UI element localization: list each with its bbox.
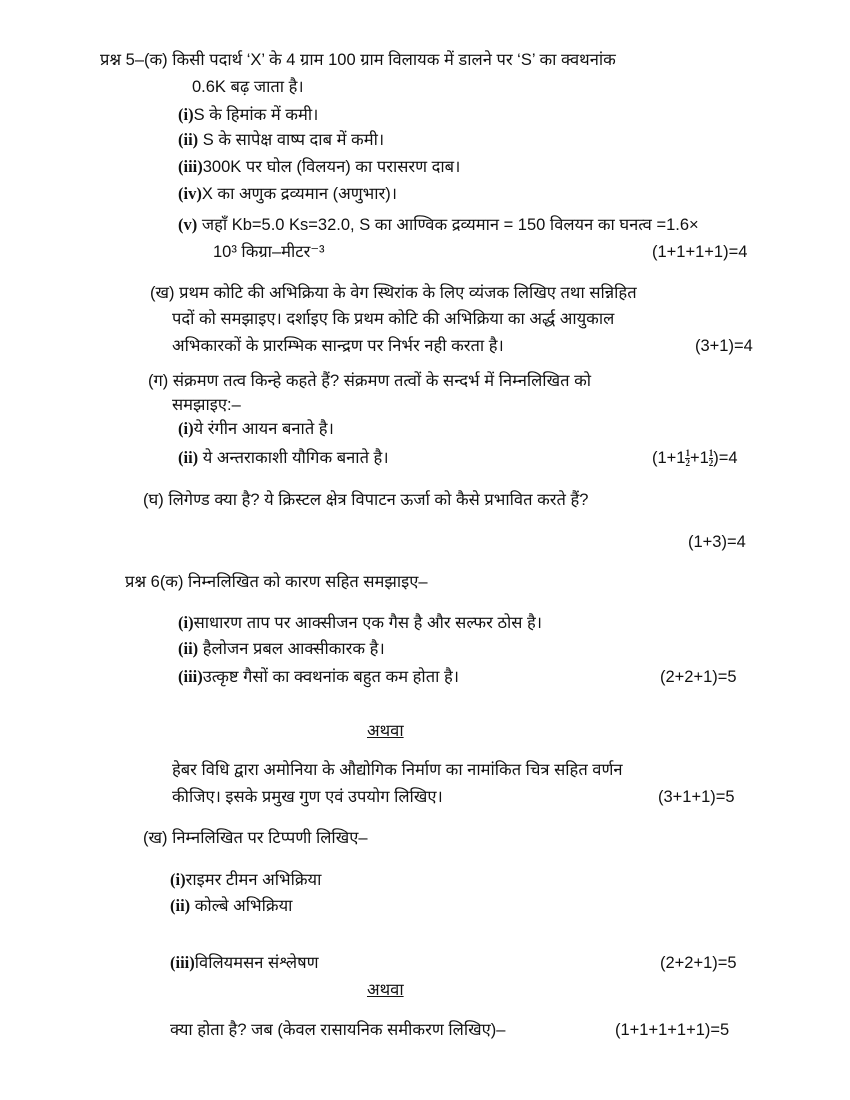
q5-kha-line2: पदों को समझाइए। दर्शाइए कि प्रथम कोटि की अभिक्रिया का अर्द्ध आयुकाल bbox=[172, 310, 615, 328]
item-num: (i) bbox=[178, 105, 194, 124]
q5-kha-line3: अभिकारकों के प्रारम्भिक सान्द्रण पर निर्भर नही करता है। bbox=[172, 337, 504, 355]
item-num: (ii) bbox=[178, 130, 199, 149]
q6-kha-item-2 bbox=[170, 895, 292, 917]
q6-kha-alt: क्या होता है? जब (केवल रासायनिक समीकरण लिखिए)– bbox=[170, 1021, 506, 1039]
q5-ka-item-3 bbox=[178, 156, 460, 178]
item-num: (iii) bbox=[178, 667, 203, 686]
marks-part: (1+1 bbox=[652, 449, 686, 467]
item-text: जहाँ Kb=5.0 Ks=32.0, S का आण्विक द्रव्यमान = 150 विलयन का घनत्व =1.6× bbox=[197, 216, 699, 234]
item-num: (ii) bbox=[178, 639, 199, 658]
q5-ka-marks: (1+1+1+1)=4 bbox=[652, 243, 748, 261]
item-num: (ii) bbox=[178, 448, 199, 467]
item-num: (ii) bbox=[170, 896, 191, 915]
q5-ka-cont: 10³ किग्रा–मीटर⁻³ bbox=[213, 243, 325, 261]
item-text: राइमर टीमन अभिक्रिया bbox=[185, 871, 322, 889]
q6-ka-marks: (2+2+1)=5 bbox=[660, 668, 737, 686]
q6-kha-alt-marks: (1+1+1+1+1)=5 bbox=[615, 1021, 730, 1039]
q6-ka-alt-marks: (3+1+1)=5 bbox=[658, 788, 735, 806]
q5-ga-line2: समझाइए:– bbox=[172, 396, 241, 414]
item-text: कोल्बे अभिक्रिया bbox=[190, 897, 293, 915]
q6-ka-or: अथवा bbox=[367, 722, 404, 740]
item-text: 300K पर घोल (विलयन) का परासरण दाब। bbox=[202, 158, 461, 176]
item-num: (i) bbox=[170, 870, 186, 889]
marks-part: +1 bbox=[689, 449, 709, 467]
item-text: X का अणुक द्रव्यमान (अणुभार)। bbox=[201, 185, 397, 203]
q5-kha-marks: (3+1)=4 bbox=[695, 337, 753, 355]
item-num: (iv) bbox=[178, 184, 202, 203]
q5-ga-line1: (ग) संक्रमण तत्व किन्हे कहते हैं? संक्रमण तत्वों के सन्दर्भ में निम्नलिखित को bbox=[148, 372, 592, 390]
q5-ga-item-1 bbox=[178, 418, 334, 440]
fraction-half: $\frac{1}{2}$ bbox=[708, 448, 714, 469]
q6-ka-alt-line2: कीजिए। इसके प्रमुख गुण एवं उपयोग लिखिए। bbox=[172, 788, 443, 806]
item-num: (i) bbox=[178, 613, 194, 632]
q5-ka-line1: प्रश्न 5–(क) किसी पदार्थ ‘X’ के 4 ग्राम 100 ग्राम विलायक में डालने पर ‘S’ का क्वथनांक bbox=[100, 51, 616, 69]
q6-kha-heading: (ख) निम्नलिखित पर टिप्पणी लिखिए– bbox=[143, 829, 368, 847]
q5-ga-item-2 bbox=[178, 447, 389, 469]
item-text: हैलोजन प्रबल आक्सीकारक है। bbox=[198, 640, 385, 658]
q5-ka-item-4 bbox=[178, 183, 397, 205]
q5-gha-marks: (1+3)=4 bbox=[688, 533, 746, 551]
q5-gha-text: (घ) लिगेण्ड क्या है? ये क्रिस्टल क्षेत्र विपाटन ऊर्जा को कैसे प्रभावित करते हैं? bbox=[143, 491, 589, 509]
item-text: विलियमसन संश्लेषण bbox=[194, 954, 319, 972]
q5-ka-item-5 bbox=[178, 214, 699, 236]
q6-ka-heading: प्रश्न 6(क) निम्नलिखित को कारण सहित समझाइए– bbox=[125, 573, 428, 591]
item-num: (iii) bbox=[178, 157, 203, 176]
q6-ka-item-1 bbox=[178, 612, 542, 634]
q6-kha-item-3 bbox=[170, 952, 319, 974]
item-text: S के सापेक्ष वाष्प दाब में कमी। bbox=[198, 131, 385, 149]
q6-kha-marks: (2+2+1)=5 bbox=[660, 954, 737, 972]
q5-ka-line2: 0.6K बढ़ जाता है। bbox=[192, 78, 304, 96]
q5-ga-marks bbox=[652, 447, 738, 469]
q5-kha-line1: (ख) प्रथम कोटि की अभिक्रिया के वेग स्थिरांक के लिए व्यंजक लिखिए तथा सन्निहित bbox=[150, 284, 637, 302]
q6-ka-item-3 bbox=[178, 666, 459, 688]
item-text: ये अन्तराकाशी यौगिक बनाते है। bbox=[198, 449, 389, 467]
fraction-half: $\frac{1}{2}$ bbox=[685, 448, 690, 469]
item-text: S के हिमांक में कमी। bbox=[193, 106, 319, 124]
q5-ka-item-1 bbox=[178, 104, 318, 126]
q6-ka-item-2 bbox=[178, 638, 385, 660]
item-text: उत्कृष्ट गैसों का क्वथनांक बहुत कम होता है। bbox=[202, 668, 459, 686]
item-text: ये रंगीन आयन बनाते है। bbox=[193, 420, 334, 438]
item-num: (i) bbox=[178, 419, 194, 438]
q5-ka-item-2 bbox=[178, 129, 384, 151]
item-num: (v) bbox=[178, 215, 198, 234]
q6-kha-or: अथवा bbox=[367, 981, 404, 999]
marks-part: )=4 bbox=[713, 449, 738, 467]
q6-ka-alt-line1: हेबर विधि द्वारा अमोनिया के औद्योगिक निर्माण का नामांकित चित्र सहित वर्णन bbox=[172, 761, 623, 779]
q6-kha-item-1 bbox=[170, 869, 321, 891]
item-text: साधारण ताप पर आक्सीजन एक गैस है और सल्फर ठोस है। bbox=[193, 614, 543, 632]
item-num: (iii) bbox=[170, 953, 195, 972]
